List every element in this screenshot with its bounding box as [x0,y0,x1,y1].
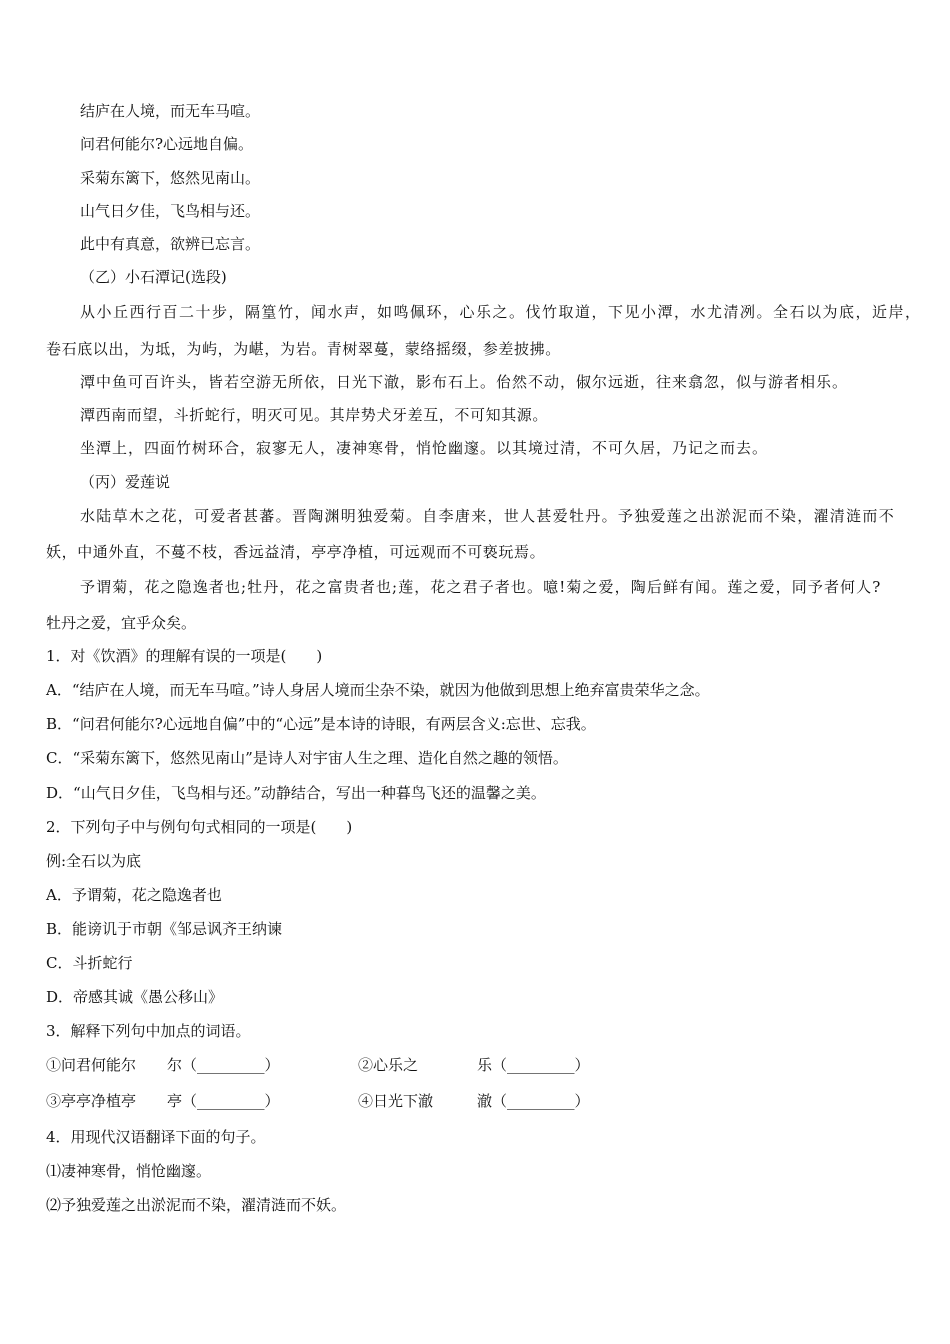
question-3-item-sentence: ②心乐之 [358,1056,419,1074]
poem-line: 采菊东篱下，悠然见南山。 [80,169,261,187]
question-4-stem: 4．用现代汉语翻译下面的句子。 [46,1128,266,1146]
section-c-paragraph: 水陆草木之花，可爱者甚蕃。晋陶渊明独爱菊。自李唐来，世人甚爱牡丹。予独爱莲之出淤泥而不染，濯清涟而不 [80,507,896,525]
question-3-item-blank[interactable]: 亭（_________） [167,1092,280,1110]
section-b-paragraph: 潭中鱼可百许头，皆若空游无所依，日光下澈，影布石上。佁然不动，俶尔远逝，往来翕忽，似与游者相乐。 [80,373,849,391]
question-4-item: ⑴凄神寒骨，悄怆幽邃。 [46,1162,212,1180]
question-2-option-b: B．能谤讥于市朝《邹忌讽齐王纳谏 [46,920,283,938]
section-b-paragraph: 从小丘西行百二十步，隔篁竹，闻水声，如鸣佩环，心乐之。伐竹取道，下见小潭，水尤清冽。全石以为底，近岸， [80,303,922,321]
question-3-item-blank[interactable]: 乐（_________） [477,1056,590,1074]
question-1-option-d: D．“山气日夕佳，飞鸟相与还。”动静结合，写出一种暮鸟飞还的温馨之美。 [46,784,546,802]
section-c-paragraph: 妖，中通外直，不蔓不枝，香远益清，亭亭净植，可远观而不可亵玩焉。 [46,543,546,561]
question-1-option-a: A．“结庐在人境，而无车马喧。”诗人身居人境而尘杂不染，就因为他做到思想上绝弃富贵荣华之念。 [46,681,710,699]
question-2-option-a: A．予谓菊，花之隐逸者也 [46,886,222,904]
question-4-item: ⑵予独爱莲之出淤泥而不染，濯清涟而不妖。 [46,1196,347,1214]
question-1-stem: 1．对《饮酒》的理解有误的一项是( ) [46,647,323,665]
poem-line: 此中有真意，欲辨已忘言。 [80,235,261,253]
question-2-stem: 2．下列句子中与例句句式相同的一项是( ) [46,818,353,836]
question-1-option-b: B．“问君何能尔?心远地自偏”中的“心远”是本诗的诗眼，有两层含义:忘世、忘我。 [46,715,596,733]
section-b-paragraph: 卷石底以出，为坻，为屿，为嵁，为岩。青树翠蔓，蒙络摇缀，参差披拂。 [46,340,561,358]
question-3-item-sentence: ④日光下澈 [358,1092,434,1110]
section-c-paragraph: 牡丹之爱，宜乎众矣。 [46,614,197,632]
question-2-option-d: D．帝感其诚《愚公移山》 [46,988,224,1006]
question-2-example: 例:全石以为底 [46,852,142,870]
section-c-paragraph: 予谓菊，花之隐逸者也;牡丹，花之富贵者也;莲，花之君子者也。噫!菊之爱，陶后鲜有闻。莲之爱，同予者何人? [80,578,882,596]
question-2-option-c: C．斗折蛇行 [46,954,133,972]
poem-line: 问君何能尔?心远地自偏。 [80,135,254,153]
question-3-item-blank[interactable]: 尔（_________） [167,1056,280,1074]
question-3-item-sentence: ①问君何能尔 [46,1056,137,1074]
section-b-title: （乙）小石潭记(选段) [80,268,227,286]
section-b-paragraph: 坐潭上，四面竹树环合，寂寥无人，凄神寒骨，悄怆幽邃。以其境过清，不可久居，乃记之而去。 [80,439,769,457]
question-3-item-sentence: ③亭亭净植亭 [46,1092,137,1110]
question-1-option-c: C．“采菊东篱下，悠然见南山”是诗人对宇宙人生之理、造化自然之趣的领悟。 [46,749,568,767]
section-b-paragraph: 潭西南而望，斗折蛇行，明灭可见。其岸势犬牙差互，不可知其源。 [80,406,549,424]
question-3-stem: 3．解释下列句中加点的词语。 [46,1022,251,1040]
poem-line: 结庐在人境，而无车马喧。 [80,102,261,120]
question-3-item-blank[interactable]: 澈（_________） [477,1092,590,1110]
section-c-title: （丙）爱莲说 [80,473,171,491]
poem-line: 山气日夕佳，飞鸟相与还。 [80,202,261,220]
